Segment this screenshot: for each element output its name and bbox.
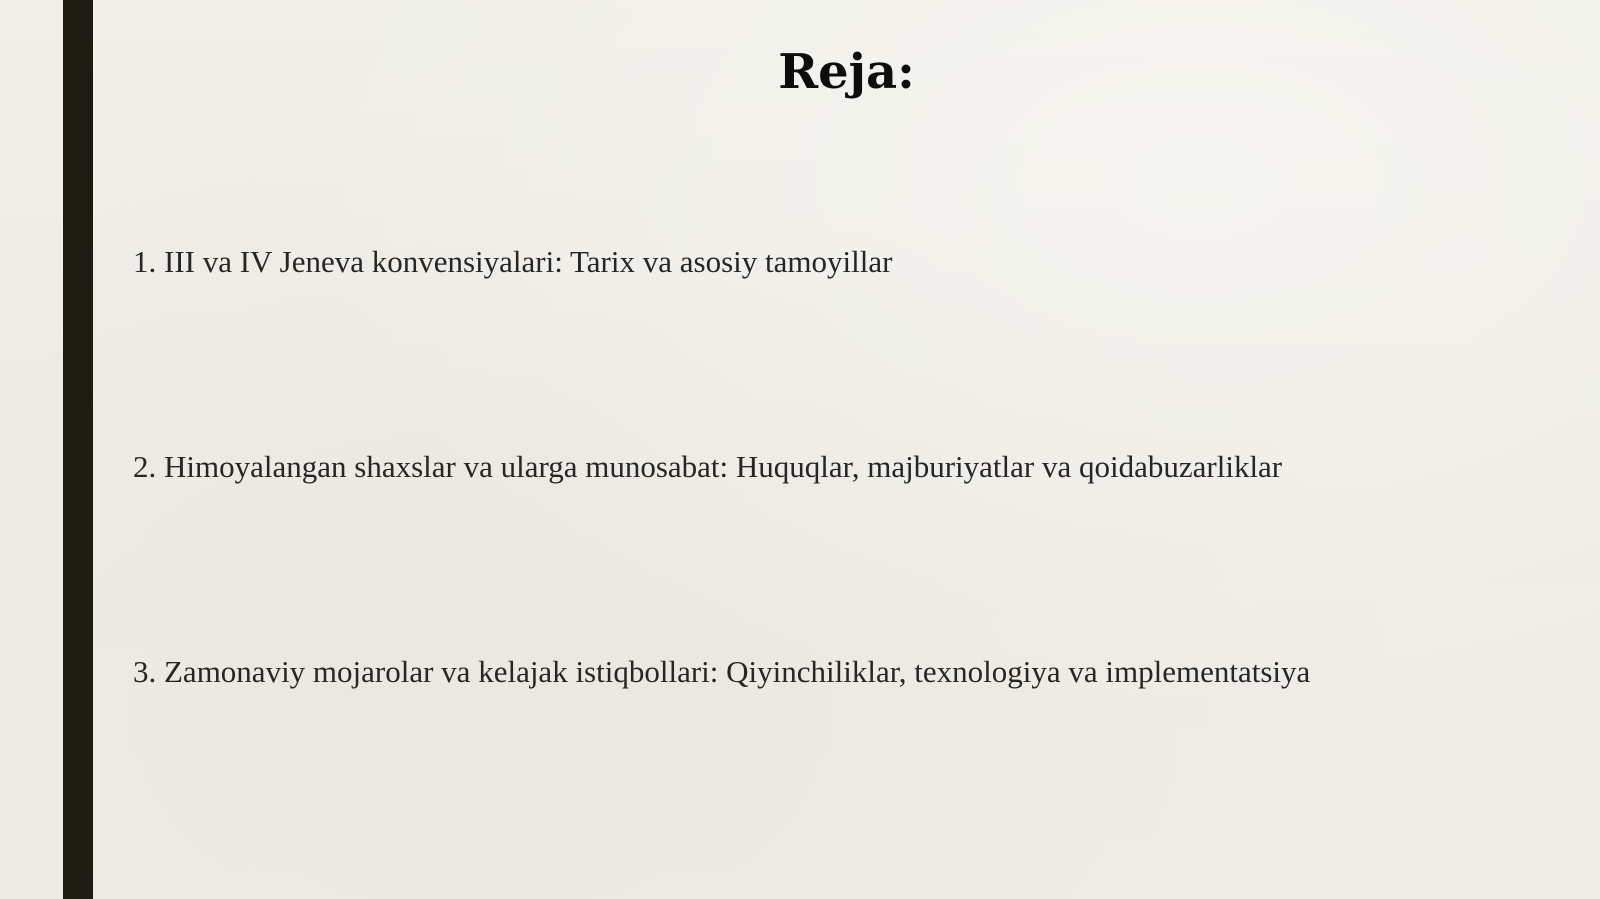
agenda-item: 2. Himoyalangan shaxslar va ularga munosabat: Huquqlar, majburiyatlar va qoidabuzarliklar bbox=[133, 449, 1283, 484]
accent-bar bbox=[63, 0, 93, 899]
agenda-item: 3. Zamonaviy mojarolar va kelajak istiqbollari: Qiyinchiliklar, texnologiya va implementatsiya bbox=[133, 654, 1311, 689]
agenda-item: 1. III va IV Jeneva konvensiyalari: Tarix va asosiy tamoyillar bbox=[133, 244, 893, 279]
agenda-list bbox=[133, 240, 1573, 855]
slide-title: Reja: bbox=[778, 44, 915, 100]
